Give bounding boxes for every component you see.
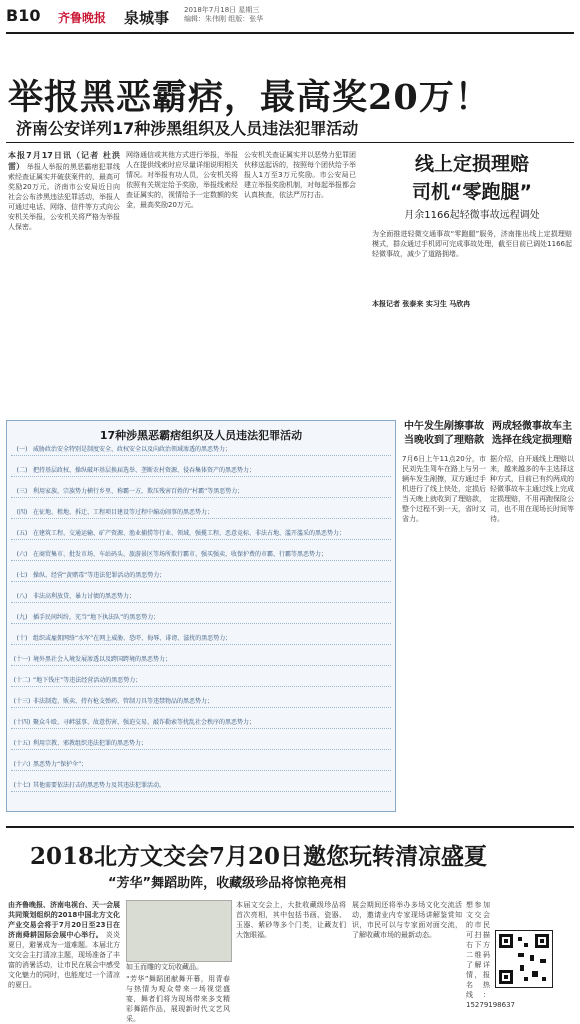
sidebar-story-1-title: 中午发生剐擦事故当晚收到了理赔款 bbox=[404, 421, 484, 446]
bottom-text-1: 炎炎夏日，避暑成为一道难题。本届北方文交会主打清凉主题，现场准备了丰富的消暑活动，让市民在展会中感受文化魅力的同时，也能度过一个清凉的夏日。 bbox=[8, 931, 121, 989]
row-text: 其他需要依法打击的黑恶势力及其违法犯罪活动。 bbox=[33, 782, 166, 789]
table-row bbox=[11, 697, 391, 708]
section-name: 泉城事 bbox=[124, 9, 170, 27]
row-text: 把持基层政权、操纵破坏基层换届选举、垄断农村资源、侵吞集体资产的黑恶势力； bbox=[33, 467, 256, 474]
bottom-subheadline: “芳华”舞蹈助阵，收藏级珍品将惊艳亮相 bbox=[108, 876, 347, 891]
sidebar-story-2-title: 两成轻微事故车主选择在线定损理赔 bbox=[492, 421, 572, 446]
feature-byline: 本报记者 张泰来 实习生 马欣冉 bbox=[372, 300, 471, 308]
article-column-2 bbox=[126, 150, 238, 412]
feature-lead bbox=[372, 229, 572, 299]
row-number: (十一) bbox=[13, 656, 31, 663]
table-row bbox=[11, 676, 391, 687]
sidebar-story-2-text: 据介绍，自开通线上理赔以来，越来越多的车主选择这种方式，目前已有约两成的轻微事故车主通过线上完成定损理赔，不用再跑保险公司，也不用在现场长时间等待。 bbox=[490, 455, 574, 523]
row-text: 黑恶势力“保护伞”； bbox=[33, 761, 88, 768]
table-row bbox=[11, 781, 391, 792]
bottom-lead-text: 由齐鲁晚报、济南电视台、天一会展共同策划组织的2018中国北方文化产业交易会将于7月20日至23日在济南舜耕国际会展中心举行。 bbox=[8, 901, 120, 939]
row-number: (一) bbox=[16, 446, 28, 453]
headline-rule bbox=[6, 142, 574, 143]
feature-subtitle: 月余1166起轻微事故远程调处 bbox=[404, 210, 540, 221]
bottom-lead bbox=[8, 900, 120, 990]
table-row bbox=[11, 613, 391, 624]
editor-credit: 编辑：朱伟刚 组版：张华 bbox=[184, 15, 264, 23]
sidebar-story-2 bbox=[490, 420, 574, 794]
table-row bbox=[11, 718, 391, 729]
feature-lead-text: 为全面推进轻微交通事故“零跑腿”服务，济南推出线上定损理赔模式，群众通过手机即可完成事故处理，截至目前已调处1166起轻微事故，减少了道路拥堵。 bbox=[372, 230, 572, 258]
row-text: 在建筑工程、交通运输、矿产资源、渔业捕捞等行业、领域，强揽工程、恶意竞标、非法占地、滥开滥采的黑恶势力； bbox=[33, 530, 346, 537]
row-text: 利用家族、宗族势力横行乡里、称霸一方，欺压残害百姓的“村霸”等黑恶势力； bbox=[33, 488, 244, 495]
crime-list-table bbox=[6, 420, 396, 812]
masthead bbox=[6, 6, 574, 30]
row-number: (八) bbox=[16, 593, 28, 600]
row-number: (三) bbox=[16, 488, 28, 495]
row-number: (六) bbox=[16, 551, 28, 558]
newspaper-logo: 齐鲁晚报 bbox=[58, 11, 107, 25]
sidebar-story-1 bbox=[402, 420, 486, 794]
jade-photo bbox=[126, 900, 232, 962]
feature-title-line1: 线上定损理赔 bbox=[414, 153, 529, 175]
row-text: 非法制造、贩卖、持有枪支弹药、管制刀具等违禁物品的黑恶势力； bbox=[33, 698, 214, 705]
table-row bbox=[11, 760, 391, 771]
table-row bbox=[11, 592, 391, 603]
row-number: (十三) bbox=[13, 698, 31, 705]
page-number: B10 bbox=[6, 6, 41, 25]
table-row bbox=[11, 739, 391, 750]
table-title: 17种涉黑恶霸痞组织及人员违法犯罪活动 bbox=[99, 429, 303, 442]
row-number: (十四) bbox=[13, 719, 31, 726]
row-number: (十六) bbox=[13, 761, 31, 768]
table-row bbox=[11, 571, 391, 582]
row-text: 威胁政治安全特别是制度安全、政权安全以及向政治领域渗透的黑恶势力； bbox=[33, 446, 232, 453]
table-row bbox=[11, 634, 391, 645]
bottom-text-3: 本届文交会上，大批收藏级珍品将首次亮相，其中包括书画、瓷器、玉器、紫砂等多个门类，让藏友们大饱眼福。 bbox=[236, 901, 346, 939]
table-row bbox=[11, 445, 391, 456]
page-headline: 举报黑恶霸痞，最高奖20万！ bbox=[8, 77, 491, 118]
row-number: (九) bbox=[16, 614, 28, 621]
table-row bbox=[11, 529, 391, 540]
article-column-3 bbox=[244, 150, 356, 412]
masthead-rule bbox=[6, 32, 574, 34]
table-row bbox=[11, 550, 391, 561]
row-text: 聚众斗殴、寻衅滋事、故意伤害、强迫交易、敲诈勒索等扰乱社会秩序的黑恶势力； bbox=[33, 719, 256, 726]
row-number: (十) bbox=[16, 635, 28, 642]
article-text-1: 举报人举报的黑恶霸痞犯罪线索经查证属实并破获案件的，最高可奖励20万元。济南市公安局近日向社会公布涉黑违法犯罪活动，举报人可通过电话、网络、信件等方式向公安机关举报，公安机关将严格为举报人保密。 bbox=[8, 163, 121, 231]
sidebar-story-1-text: 7月6日上午11点20分，市民刘先生驾车在路上与另一辆车发生剐擦，双方通过手机进行了线上快处，定损后当天晚上就收到了理赔款，整个过程不到一天，省时又省力。 bbox=[402, 455, 486, 523]
table-row bbox=[11, 466, 391, 477]
bottom-text-2: “芳华”舞蹈团献舞开幕，用青春与热情为观众带来一场视觉盛宴，舞者们将为现场带来多支精彩舞蹈作品，展现新时代文艺风采。 bbox=[126, 975, 230, 1023]
page-meta bbox=[184, 6, 263, 24]
table-row bbox=[11, 487, 391, 498]
section-divider bbox=[6, 826, 574, 828]
row-number: (五) bbox=[16, 530, 28, 537]
feature-box bbox=[372, 150, 572, 330]
table-row bbox=[11, 655, 391, 666]
article-column-1 bbox=[8, 150, 120, 412]
article-text-2: 网络通信或其他方式进行举报，举报人在提供线索时应尽量详细说明相关情况。对举报有功人员，公安机关将依照有关规定给予奖励，举报线索经查证属实的，视情给予一定数额的奖金，最高奖励20万元。 bbox=[126, 151, 238, 209]
photo-caption: 如玉而雕的文玩收藏品。 bbox=[126, 963, 203, 971]
row-number: (十五) bbox=[13, 740, 31, 747]
feature-title-line2: 司机“零跑腿” bbox=[412, 181, 532, 203]
row-text: 在征地、租地、拆迁、工程项目建设等过程中煽动闹事的黑恶势力； bbox=[33, 509, 214, 516]
row-text: 利用宗教、邪教组织违法犯罪的黑恶势力； bbox=[33, 740, 148, 747]
qr-code[interactable] bbox=[495, 930, 553, 988]
article-text-3: 公安机关查证属实并以恶势力犯罪团伙移送起诉的，按照每个团伙给予举报人1万至3万元奖励。市公安局已建立举报奖励机制，对每起举报都会认真核查，依法严厉打击。 bbox=[244, 151, 356, 199]
bottom-headline: 2018北方文交会7月20日邀您玩转清凉盛夏 bbox=[30, 843, 488, 870]
row-number: (十二) bbox=[13, 677, 31, 684]
row-text: 插手民间纠纷，充当“地下执法队”的黑恶势力； bbox=[33, 614, 160, 621]
row-text: 在商贸集市、批发市场、车站码头、旅游景区等场所欺行霸市、强买强卖、收保护费的市霸、行霸等黑恶势力； bbox=[33, 551, 328, 558]
page-subheadline: 济南公安详列17种涉黑组织及人员违法犯罪活动 bbox=[16, 119, 359, 138]
row-text: “地下钱庄”等违法经营活动的黑恶势力； bbox=[33, 677, 142, 684]
row-text: 组织或雇佣网络“水军”在网上威胁、恐吓、侮辱、诽谤、滋扰的黑恶势力； bbox=[33, 635, 232, 642]
row-text: 非法高利放贷、暴力讨债的黑恶势力； bbox=[33, 593, 136, 600]
row-number: (七) bbox=[16, 572, 28, 579]
bottom-text-5: 想参加文交会的市民可扫描右下方二维码了解详情，报名热线：15279198637 bbox=[466, 901, 515, 1009]
row-text: 境外黑社会入境发展渗透以及跨国跨境的黑恶势力； bbox=[33, 656, 172, 663]
bottom-text-4: 展会期间还将举办多场文化交流活动，邀请业内专家现场讲解鉴赏知识，市民可以与专家面对面交流，了解收藏市场的最新动态。 bbox=[352, 901, 462, 939]
row-number: (二) bbox=[16, 467, 28, 474]
qr-code-icon bbox=[496, 931, 552, 987]
row-number: (十七) bbox=[13, 782, 31, 789]
row-number: (四) bbox=[16, 509, 28, 516]
issue-date: 2018年7月18日 星期三 bbox=[184, 6, 260, 14]
row-text: 操纵、经营“黄赌毒”等违法犯罪活动的黑恶势力； bbox=[33, 572, 166, 579]
table-row bbox=[11, 508, 391, 519]
article-byline: 本报7月17日讯（记者 杜洪雷） bbox=[8, 151, 120, 171]
